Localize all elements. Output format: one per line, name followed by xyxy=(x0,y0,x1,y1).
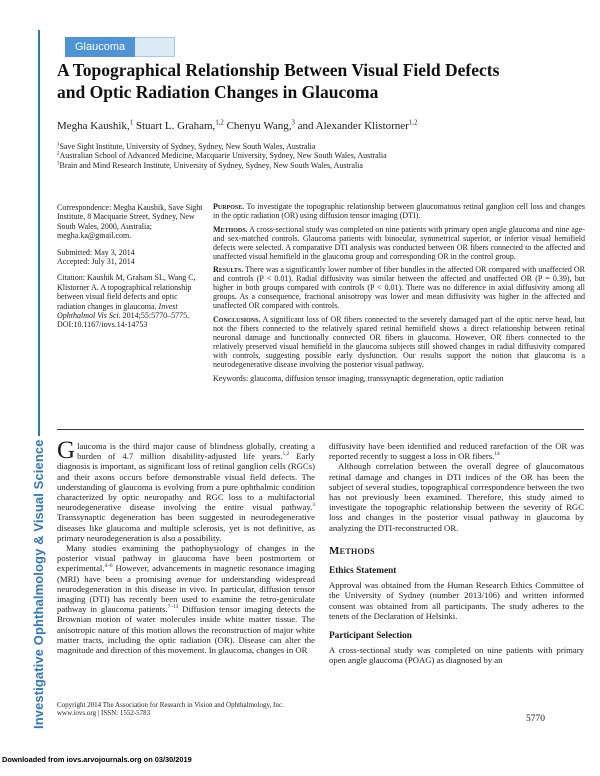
journal-vertical-name: Investigative Ophthalmology & Visual Science xyxy=(31,439,46,729)
abstract-keywords: Keywords: glaucoma, diffusion tensor imaging, transsynaptic degeneration, optic radiation xyxy=(213,373,504,383)
body-column-right xyxy=(329,441,584,666)
section-tag-extension xyxy=(135,37,175,57)
abstract-results-text: There was a significantly lower number of fiber bundles in the affected OR compared with unaffected OR and controls (P < 0.01). Radial diffusivity was similar between the affected and unaffected OR (P = 0.39), but higher in both groups compared with controls (P < 0.01). There was no difference in axial diffusivity among all groups. As a consequence, fractional anisotropy was lower and mean diffusivity was higher in the affected and unaffected OR compared with controls. xyxy=(213,265,585,310)
abstract-conclusions-text: A significant loss of OR fibers connected to the severely damaged part of the optic nerve head, but not the fibers connected to the relatively spared retinal hemifield shows a direct relationship between retinal neuronal damage and functionally connected OR fibers in glaucoma. However, OR fibers connected to the relatively preserved visual hemifield in the glaucoma subjects still showed changes in radial diffusivity compared with controls, suggesting possible early dysfunction. Our results support the notion that glaucoma is a neurodegenerative disease involving the posterior visual pathway. xyxy=(213,314,585,369)
abstract-conclusions-label: Conclusions. xyxy=(213,314,261,324)
divider-rule xyxy=(57,429,584,430)
affiliation-line: $^2$Australian School of Advanced Medicine, Macquarie University, Sydney, New South Wales, Australia xyxy=(57,151,387,161)
page-number: 5770 xyxy=(526,714,545,724)
ethics-paragraph: Approval was obtained from the Human Research Ethics Committee of the University of Sydney (number 2013/106) and written informed consent was obtained from all participants. The study adheres to the tenets of the Declaration of Helsinki. xyxy=(329,580,584,621)
participant-paragraph: A cross-sectional study was completed on nine patients with primary open angle glaucoma (POAG) as diagnosed by an xyxy=(329,645,584,666)
copyright-line: Copyright 2014 The Association for Research in Vision and Ophthalmology, Inc. xyxy=(57,701,284,709)
abstract-methods-text: A cross-sectional study was completed on nine patients with primary open angle glaucoma and nine age- and sex-matched controls. Glaucoma patients with binocular, symmetrical superior, or inferior visual hemifield defects were selected. A comparative DTI analysis was conducted between OR fibers connected to the affected and unaffected visual hemifield in the glaucoma group and corresponding OR in the control group. xyxy=(213,224,585,261)
article-title-line2: and Optic Radiation Changes in Glaucoma xyxy=(57,81,379,102)
abstract-section-conclusions xyxy=(213,315,585,369)
front-matter-column xyxy=(57,203,207,337)
issn-line: www.iovs.org | ISSN: 1552-5783 xyxy=(57,709,151,718)
body-paragraph: diffusivity have been identified and reduced rarefaction of the OR was reported recently to suggest a loss in OR fibers.$^{14}$ xyxy=(329,441,584,462)
ethics-statement-heading: Ethics Statement xyxy=(329,566,397,577)
abstract-results-label: Results. xyxy=(213,265,244,274)
body-paragraph: Glaucoma is the third major cause of blindness globally, creating a burden of 4.7 million disability-adjusted life years.$^{1,2}$ Early diagnosis is important, as significant loss of retinal ganglion cells (RGCs) and their axons occurs before demonstrable visual field defects. The understanding of glaucoma is evolving from a pure ophthalmic condition characterized by optic neuropathy and RGC loss to a multifactorial neurodegenerative disease involving the entire visual pathway.$^3$ Transsynaptic degeneration has been suggested in neurodegenerative diseases like glaucoma and multiple sclerosis, yet is not definitive, as primary neurodegeneration is also a possibility. xyxy=(57,437,315,543)
body-column-left xyxy=(57,437,316,656)
authors-line: Megha Kaushik,$^1$ Stuart L. Graham,$^{1,2}$ Chenyu Wang,$^3$ and Alexander Klistorner$^{1,2}$ xyxy=(57,119,418,132)
abstract-section-purpose xyxy=(213,202,585,220)
affiliation-line: $^1$Save Sight Institute, University of Sydney, Sydney, New South Wales, Australia xyxy=(57,142,316,151)
section-tag-row xyxy=(65,37,175,57)
download-footer: Downloaded from iovs.arvojournals.org on 03/30/2019 xyxy=(2,755,192,764)
participant-selection-heading: Participant Selection xyxy=(329,631,412,642)
section-tag: Glaucoma xyxy=(65,37,135,57)
abstract-methods-label: Methods. xyxy=(213,224,248,234)
accepted-date: Accepted: July 31, 2014 xyxy=(57,257,135,267)
abstract-section-results xyxy=(213,265,585,310)
body-paragraph: Although correlation between the overall degree of glaucomatous retinal damage and changes in DTI indices of the OR has been the subject of several studies, topographical correspondence between the two has not previously been examined. Therefore, this study aimed to investigate the topographic relationship between the severity of RGC loss and changes in the posterior visual pathway in glaucoma by analyzing the DTI-reconstructed OR. xyxy=(329,461,584,533)
methods-heading: Methods xyxy=(329,544,375,557)
abstract-purpose-text: To investigate the topographic relationship between glaucomatous retinal ganglion cell loss and changes in the optic radiation (OR) using diffusion tensor imaging (DTI). xyxy=(213,202,585,220)
body-paragraph: Many studies examining the pathophysiology of changes in the posterior visual pathway in glaucoma have been postmortem or experimental.$^{4-6}$ However, advancements in magnetic resonance imaging (MRI) have been a promising avenue for understanding widespread neurodegeneration in this disease in vivo. In particular, diffusion tensor imaging (DTI) has recently been used to examine the retro-geniculate pathway in glaucoma patients.$^{7-13}$ Diffusion tensor imaging detects the Brownian motion of water molecules inside white matter tissue. The anisotropic nature of this motion allows the reconstruction of major white matter tracts, including the optic radiation (OR). Disease can alter the magnitude and direction of this movement. In glaucoma, changes in OR xyxy=(57,543,316,656)
copyright-note xyxy=(57,701,357,718)
dates-block xyxy=(57,248,207,267)
article-title-line1: A Topographical Relationship Between Visual Field Defects xyxy=(57,60,500,80)
article-title xyxy=(57,60,567,103)
submitted-date: Submitted: May 3, 2014 xyxy=(57,247,135,257)
correspondence-note: Correspondence: Megha Kaushik, Save Sight Institute, 8 Macquarie Street, Sydney, New South Wales, 2000, Australia; megha.ka@gmail.com. xyxy=(57,203,203,241)
abstract xyxy=(213,202,585,383)
abstract-section-methods xyxy=(213,225,585,261)
abstract-purpose-label: Purpose. xyxy=(213,202,245,211)
affiliations xyxy=(57,142,582,170)
journal-side-rule xyxy=(38,30,40,436)
citation-note: Citation: Kaushik M, Graham SL, Wang C, Klistorner A. A topographical relationship between visual field defects and optic radiation changes in glaucoma. Invest Ophthalmol Vis Sci. 2014;55:5770–5775. DOI:10.1167/iovs.14-14753 xyxy=(57,273,196,330)
affiliation-line: $^3$Brain and Mind Research Institute, University of Sydney, Sydney, New South Wales, Australia xyxy=(57,160,363,170)
